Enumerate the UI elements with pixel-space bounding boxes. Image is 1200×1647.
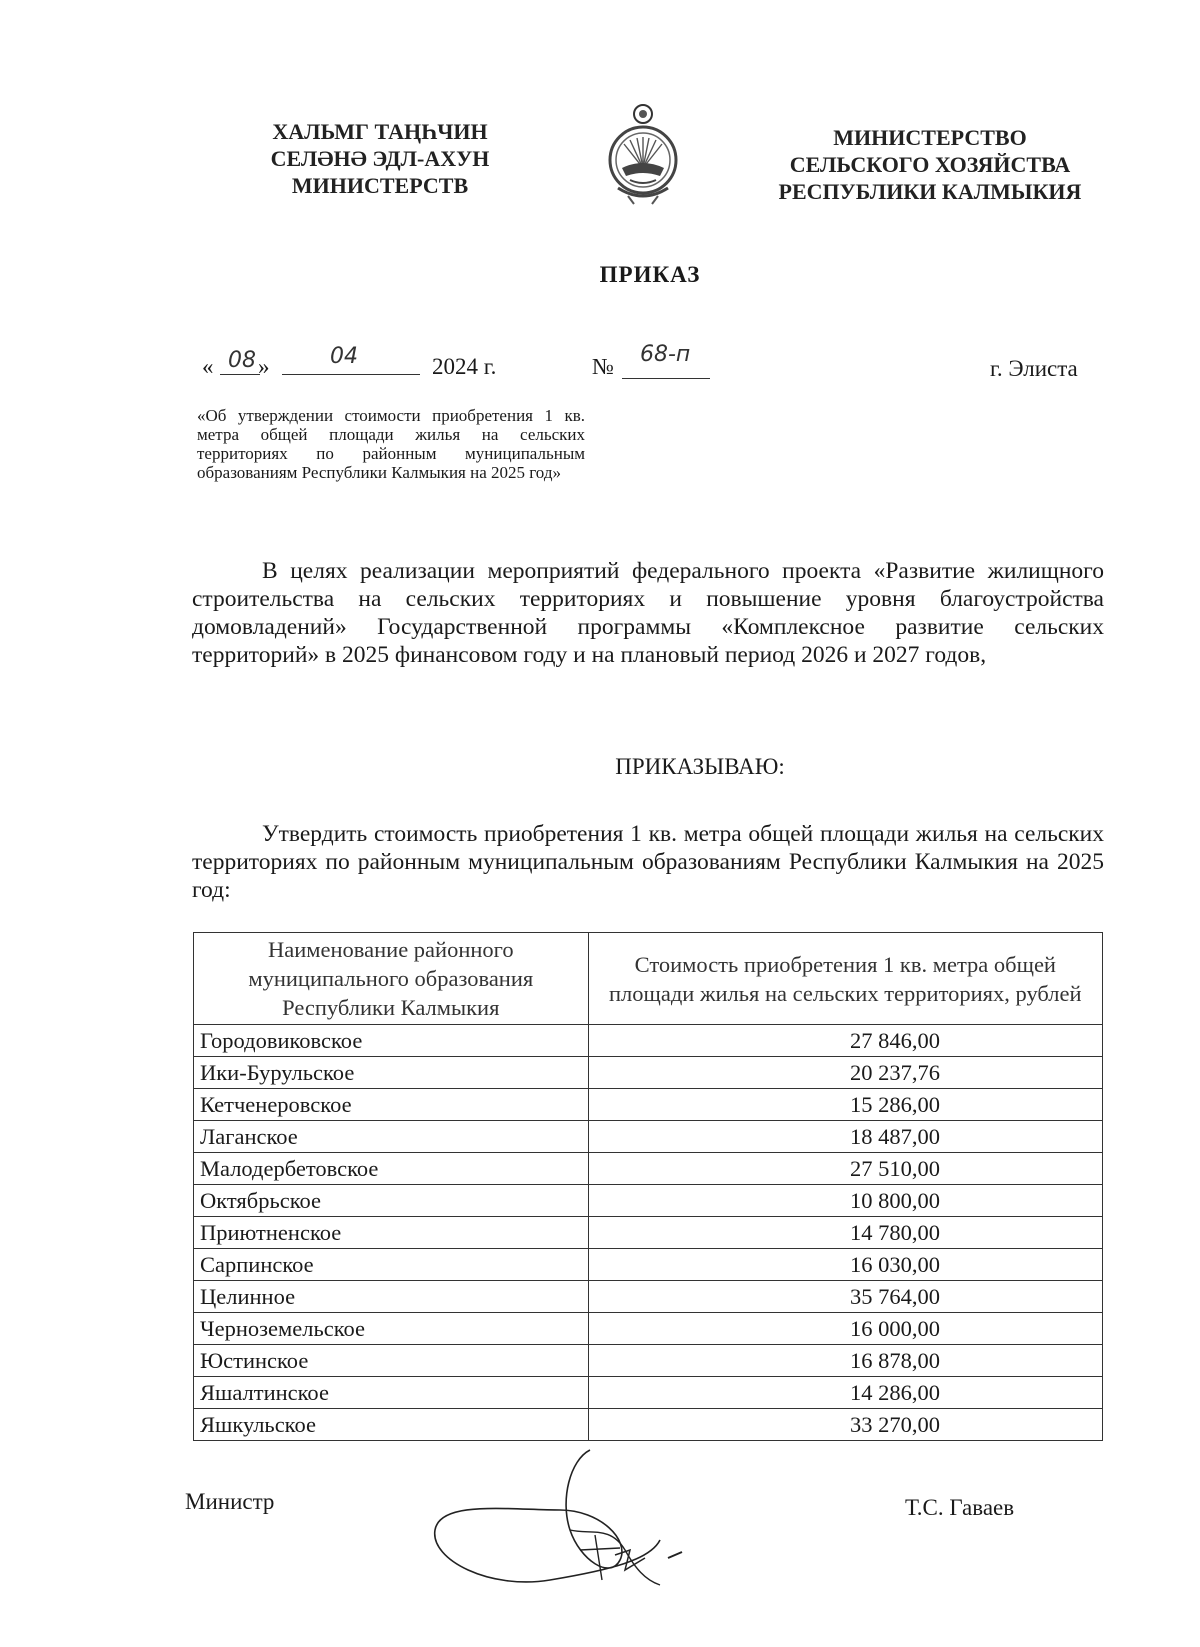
table-row: [194, 1249, 1103, 1281]
table-row: [194, 1121, 1103, 1153]
municipality-name-cell: Ики-Бурульское: [194, 1057, 589, 1089]
city: г. Элиста: [990, 356, 1078, 381]
cost-value-cell: 27 510,00: [588, 1153, 1102, 1185]
date-close-quote: »: [258, 354, 270, 379]
header-left-line-2: СЕЛӘНӘ ЭДЛ-АХУН: [270, 146, 490, 171]
table-header-row: [194, 933, 1103, 1025]
municipality-name-cell: Яшалтинское: [194, 1377, 589, 1409]
header-left-line-1: ХАЛЬМГ ТАҢҺЧИН: [272, 119, 488, 144]
table-header-municipality: Наименование районного муниципального образования Республики Калмыкия: [194, 933, 589, 1025]
number-underline: [622, 378, 710, 379]
date-number-row: [200, 342, 1100, 390]
header-right-ministry-russian: [740, 124, 1120, 205]
municipality-name-cell: Яшкульское: [194, 1409, 589, 1441]
cost-value-cell: 27 846,00: [588, 1025, 1102, 1057]
table-row: [194, 1089, 1103, 1121]
table-row: [194, 1377, 1103, 1409]
municipality-name-cell: Городовиковское: [194, 1025, 589, 1057]
document-subject: «Об утверждении стоимости приобретения 1 кв. метра общей площади жилья на сельских территориях по районным муниципальным образованиям Республики Калмыкия на 2025 год»: [197, 406, 585, 482]
municipality-name-cell: Юстинское: [194, 1345, 589, 1377]
date-year: 2024 г.: [432, 354, 497, 379]
table-row: [194, 1345, 1103, 1377]
header-left-ministry-kalmyk: [230, 118, 530, 199]
header-right-line-3: РЕСПУБЛИКИ КАЛМЫКИЯ: [778, 179, 1082, 204]
cost-value-cell: 35 764,00: [588, 1281, 1102, 1313]
date-open-quote: «: [202, 354, 214, 379]
order-word: ПРИКАЗЫВАЮ:: [615, 754, 785, 779]
municipality-name-cell: Приютненское: [194, 1217, 589, 1249]
table-row: [194, 1409, 1103, 1441]
handwritten-signature-icon: [420, 1440, 750, 1600]
date-month: 04: [330, 344, 358, 369]
cost-value-cell: 16 000,00: [588, 1313, 1102, 1345]
cost-value-cell: 33 270,00: [588, 1409, 1102, 1441]
number-prefix: №: [592, 354, 614, 379]
table-row: [194, 1153, 1103, 1185]
table-row: [194, 1313, 1103, 1345]
municipality-name-cell: Октябрьское: [194, 1185, 589, 1217]
table-row: [194, 1281, 1103, 1313]
date-day-underline: [220, 374, 260, 375]
municipality-name-cell: Кетченеровское: [194, 1089, 589, 1121]
cost-value-cell: 15 286,00: [588, 1089, 1102, 1121]
signatory-position: Министр: [185, 1489, 275, 1514]
header-right-line-1: МИНИСТЕРСТВО: [833, 125, 1027, 150]
table-header-cost: Стоимость приобретения 1 кв. метра общей площади жилья на сельских территориях, рублей: [588, 933, 1102, 1025]
municipality-name-cell: Черноземельское: [194, 1313, 589, 1345]
cost-value-cell: 16 030,00: [588, 1249, 1102, 1281]
municipality-name-cell: Целинное: [194, 1281, 589, 1313]
cost-value-cell: 20 237,76: [588, 1057, 1102, 1089]
date-month-underline: [282, 374, 420, 375]
cost-value-cell: 18 487,00: [588, 1121, 1102, 1153]
table-row: [194, 1185, 1103, 1217]
municipality-name-cell: Лаганское: [194, 1121, 589, 1153]
table-row: [194, 1025, 1103, 1057]
cost-value-cell: 14 286,00: [588, 1377, 1102, 1409]
order-paragraph: Утвердить стоимость приобретения 1 кв. метра общей площади жилья на сельских территориях по районным муниципальным образованиям Республики Калмыкия на 2025 год:: [192, 821, 1104, 903]
header-left-line-3: МИНИСТЕРСТВ: [291, 173, 469, 198]
signatory-name: Т.С. Гаваев: [905, 1495, 1015, 1520]
date-day: 08: [228, 348, 256, 373]
document-title: ПРИКАЗ: [599, 262, 701, 287]
table-row: [194, 1057, 1103, 1089]
document-number: 68-п: [640, 342, 691, 367]
header-right-line-2: СЕЛЬСКОГО ХОЗЯЙСТВА: [789, 152, 1071, 177]
preamble-paragraph: В целях реализации мероприятий федерального проекта «Развитие жилищного строительства на сельских территориях и повышение уровня благоустройства домовладений» Государственной программы «Комплексное развитие сельских территорий» в 2025 финансовом году и на плановый период 2026 и 2027 годов,: [192, 558, 1104, 668]
cost-value-cell: 10 800,00: [588, 1185, 1102, 1217]
cost-value-cell: 14 780,00: [588, 1217, 1102, 1249]
cost-value-cell: 16 878,00: [588, 1345, 1102, 1377]
table-row: [194, 1217, 1103, 1249]
municipality-name-cell: Малодербетовское: [194, 1153, 589, 1185]
cost-table: [193, 932, 1103, 1441]
kalmykia-coat-of-arms-icon: [600, 100, 686, 212]
municipality-name-cell: Сарпинское: [194, 1249, 589, 1281]
